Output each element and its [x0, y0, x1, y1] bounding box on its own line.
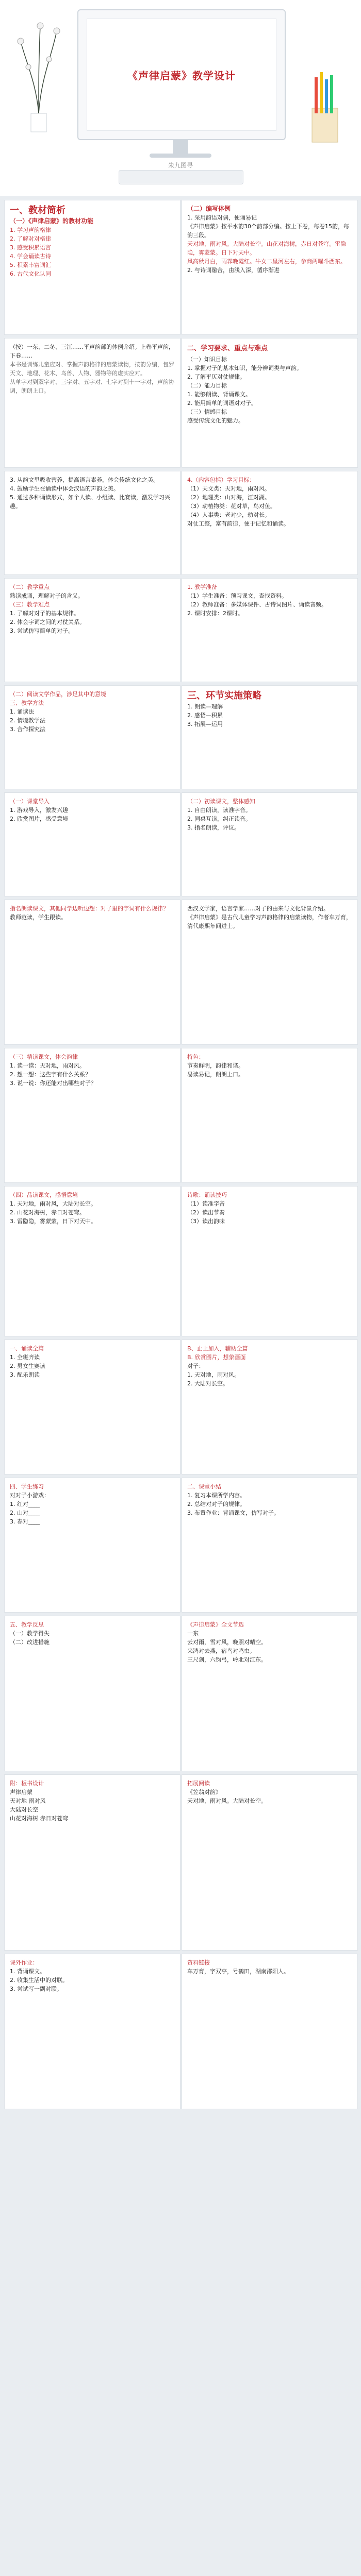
slide-8-line: （1）学生准备：预习课文，查找资料。 — [187, 592, 287, 599]
slide-12-line: （二）初读课文，整体感知 — [187, 798, 255, 805]
slide-2 — [182, 200, 358, 335]
slide-15-line: （三）精读课文，体会韵律 — [10, 1054, 78, 1060]
slide-28-line: 资料链接 — [187, 1959, 210, 1966]
slide-25-line: 附：板书设计 — [10, 1780, 44, 1787]
slide-27-line: 2. 收集生活中的对联。 — [10, 1977, 68, 1984]
slide-28 — [182, 1954, 358, 2109]
slide-4-line: 感受传统文化的魅力。 — [187, 417, 244, 424]
slide-7-line: （三）教学难点 — [10, 601, 50, 608]
slide-19-line: 2. 大陆对长空。 — [187, 1380, 228, 1387]
slide-18-line: 诗歌：诵读技巧 — [187, 1192, 227, 1198]
slide-25 — [4, 1774, 180, 1951]
slide-13 — [4, 900, 180, 1045]
slide-17-line: （四）品读课文，感悟意境 — [10, 1192, 78, 1198]
slide-12-line: 1. 自由朗读，读准字音。 — [187, 807, 251, 814]
slide-1-sub: （一）《声律启蒙》的教材功能 — [10, 217, 94, 225]
slide-4 — [182, 338, 358, 468]
slide-12 — [182, 792, 358, 896]
slide-7-line: 3. 尝试仿写简单的对子。 — [10, 628, 74, 634]
slide-11 — [4, 792, 180, 896]
slide-22 — [182, 1478, 358, 1613]
slide-23-line: （一）教学得失 — [10, 1630, 50, 1637]
slide-9-line: 三、教学方法 — [10, 700, 44, 706]
slide-26-line: 天对地，雨对风。大陆对长空。 — [187, 1798, 267, 1804]
slide-14 — [182, 900, 358, 1045]
slide-9-line: 3. 合作探究法 — [10, 726, 45, 733]
slide-19 — [182, 1340, 358, 1475]
slide-2-line: 《声律启蒙》按平水韵30个韵部分编。按上下卷，每卷15韵，每韵三段。 — [187, 223, 349, 239]
slide-21-line: 3. 春对____ — [10, 1518, 40, 1525]
slide-6 — [182, 471, 358, 575]
slide-6-line: 对仗工整，富有韵律，便于记忆和诵读。 — [187, 520, 289, 527]
slide-24-line: 《声律启蒙》全文节选 — [187, 1621, 244, 1628]
slide-3-line: 从单字对到双字对、三字对、五字对、七字对到十一字对，声韵协调，朗朗上口。 — [10, 379, 174, 394]
slide-4-line: 1. 掌握对子的基本知识，能分辨词类与声韵。 — [187, 365, 302, 371]
slide-5-line: 5. 通过多种诵读形式，如个人读、小组读、比赛读，激发学习兴趣。 — [10, 494, 170, 510]
slide-20-line: 1. 全班齐读 — [10, 1354, 40, 1361]
slide-21-line: 2. 山对____ — [10, 1510, 40, 1516]
slide-27-line: 1. 背诵课文。 — [10, 1968, 45, 1975]
monitor-base — [150, 154, 211, 158]
slide-15-line: 3. 说一说：你还能对出哪些对子？ — [10, 1080, 96, 1087]
slide-19-line: 对子： — [187, 1363, 204, 1369]
slide-25-line: 大陆对长空 — [10, 1806, 38, 1813]
slide-15 — [4, 1048, 180, 1183]
slide-14-line: 《声律启蒙》是古代儿童学习声韵格律的启蒙读物，作者车万育，清代康熙年间进士。 — [187, 914, 352, 929]
plant-icon — [15, 21, 62, 134]
slide-18-line: （3）读出韵味 — [187, 1218, 225, 1225]
slide-19-line: B. 欣赏图片，想象画面 — [187, 1354, 246, 1361]
slide-26-line: 《笠翁对韵》 — [187, 1789, 221, 1795]
slide-2-line: 天对地，雨对风。大陆对长空。山花对海树，赤日对苍穹。雷隐隐，雾蒙蒙。日下对天中。 — [187, 241, 346, 256]
slide-5-line: 3. 从韵文里吸收营养，提高语言素养，体会传统文化之美。 — [10, 477, 159, 483]
slide-1-line: 5. 积累丰富词汇 — [10, 262, 51, 268]
slide-24-line: 三尺剑，六钧弓，岭北对江东。 — [187, 1656, 267, 1663]
slide-10 — [182, 685, 358, 789]
slide-10-line: 2. 感悟—积累 — [187, 712, 223, 719]
slide-6-line: （4）人事类：老对少，幼对长。 — [187, 512, 270, 518]
slide-2-line: 2. 与诗词融合，由浅入深，循序渐进 — [187, 267, 280, 274]
slide-1-line: 4. 学会诵读古诗 — [10, 253, 51, 260]
slide-2-line: 风高秋月白，雨霁晚霞红。牛女二星河左右，参商两曜斗西东。 — [187, 258, 346, 265]
slide-17-line: 3. 雷隐隐，雾蒙蒙，日下对天中。 — [10, 1218, 96, 1225]
slide-12-line: 2. 同桌互读，纠正读音。 — [187, 816, 251, 822]
slide-17-line: 2. 山花对海树，赤日对苍穹。 — [10, 1209, 85, 1216]
slide-9-line: 2. 情境教学法 — [10, 717, 45, 724]
slide-24 — [182, 1616, 358, 1771]
slide-10-line: 3. 拓展—运用 — [187, 721, 223, 727]
slide-12-line: 3. 指名朗读，评议。 — [187, 824, 240, 831]
slide-19-line: B、止上加入，辅助全篇 — [187, 1345, 248, 1352]
slide-10-heading: 三、环节实施策略 — [187, 690, 261, 701]
slide-20-line: 2. 男女生赛读 — [10, 1363, 45, 1369]
slide-6-line: 4.（内容包括）学习目标： — [187, 477, 255, 483]
slide-16-line: 节奏鲜明，韵律和谐。 — [187, 1062, 244, 1069]
slide-11-line: 1. 游戏导入，激发兴趣 — [10, 807, 68, 814]
slide-8 — [182, 578, 358, 682]
slide-22-line: 2. 总结对对子的规律。 — [187, 1501, 245, 1507]
slide-9-line: （二）阅读文学作品，涉足其中的意境 — [10, 691, 106, 698]
slide-1-line: 6. 古代文化认同 — [10, 270, 51, 277]
slide-8-line: 1. 教学准备 — [187, 584, 217, 590]
slide-6-line: （3）动植物类：花对草，鸟对鱼。 — [187, 503, 276, 510]
slide-15-line: 1. 读一读：天对地，雨对风。 — [10, 1062, 85, 1069]
slide-18 — [182, 1186, 358, 1336]
slide-27 — [4, 1954, 180, 2109]
slide-17-line: 1. 天对地，雨对风，大陆对长空。 — [10, 1200, 96, 1207]
cover-slide — [0, 0, 361, 196]
slide-18-line: （1）读准字音 — [187, 1200, 225, 1207]
slide-16 — [182, 1048, 358, 1183]
slide-1-line: 3. 感受积累语言 — [10, 244, 51, 251]
slide-26-line: 拓展阅读 — [187, 1780, 210, 1787]
slide-20-line: 一、诵读全篇 — [10, 1345, 44, 1352]
slide-7 — [4, 578, 180, 682]
monitor-screen — [87, 19, 276, 131]
slide-16-line: 特色： — [187, 1054, 204, 1060]
slide-4-line: 1. 能够朗读、背诵课文。 — [187, 391, 251, 398]
slide-27-line: 3. 尝试写一副对联。 — [10, 1986, 62, 1992]
slide-19-line: 1. 天对地，雨对风。 — [187, 1371, 240, 1378]
slide-5-line: 4. 鼓励学生在诵读中体会汉语的声韵之美。 — [10, 485, 119, 492]
keyboard-icon — [119, 170, 243, 184]
slide-24-line: 云对雨，雪对风，晚照对晴空。 — [187, 1639, 267, 1646]
slide-5 — [4, 471, 180, 575]
slide-2-line: 1. 采用韵语对偶，便诵易记 — [187, 214, 257, 221]
slide-21-line: 对对子小游戏： — [10, 1492, 50, 1499]
slide-28-line: 车万育，字双亭，号鹤田，湖南邵阳人。 — [187, 1968, 289, 1975]
slide-4-line: （一）知识目标 — [187, 356, 227, 363]
slide-3-line: （按）一东、二冬、三江……平声韵部的体例介绍。上卷平声韵，下卷…… — [10, 344, 174, 359]
slide-24-line: 一东 — [187, 1630, 199, 1637]
slide-21-line: 1. 红对____ — [10, 1501, 40, 1507]
slide-22-line: 1. 复习本课所学内容。 — [187, 1492, 245, 1499]
slide-7-line: 1. 了解对对子的基本规律。 — [10, 610, 79, 617]
slide-21-line: 四、学生练习 — [10, 1483, 44, 1490]
slide-4-line: 2. 了解平仄对仗规律。 — [187, 374, 245, 380]
slide-3-line: 本书是训练儿童应对、掌握声韵格律的启蒙读物，按韵分编，包罗天文、地理、花木、鸟兽、人物、器物等的虚实应对。 — [10, 361, 174, 377]
slide-11-line: 2. 欣赏图片，感受意境 — [10, 816, 68, 822]
slide-2-sub: （二）编写体例 — [187, 205, 231, 212]
monitor-stand — [173, 139, 188, 155]
slide-10-line: 1. 朗读—理解 — [187, 703, 223, 710]
slide-23-line: 五、教学反思 — [10, 1621, 44, 1628]
slide-11-line: （一）课堂导入 — [10, 798, 50, 805]
slide-3 — [4, 338, 180, 468]
slide-1-heading: 一、教材简析 — [10, 205, 65, 216]
slide-4-heading: 二、学习要求、重点与难点 — [187, 345, 268, 352]
slide-25-line: 山花对海树 赤日对苍穹 — [10, 1815, 69, 1822]
slide-20-line: 3. 配乐朗读 — [10, 1371, 40, 1378]
slide-4-line: 2. 能用简单的词语对对子。 — [187, 400, 257, 406]
slide-6-line: （1）天文类：天对地，雨对风。 — [187, 485, 270, 492]
slide-7-line: （二）教学重点 — [10, 584, 50, 590]
slide-8-line: （2）教师准备：多媒体课件、古诗词图片、诵读音频。 — [187, 601, 327, 608]
slide-25-line: 天对地 雨对风 — [10, 1798, 46, 1804]
slide-9-line: 1. 诵读法 — [10, 708, 34, 715]
slide-1 — [4, 200, 180, 335]
slide-27-line: 课外作业： — [10, 1959, 38, 1966]
slide-14-line: 西汉文学家，语言学家……对子的由来与文化背景介绍。 — [187, 905, 329, 912]
slide-22-line: 3. 布置作业：背诵课文，仿写对子。 — [187, 1510, 280, 1516]
slide-20 — [4, 1340, 180, 1475]
slide-9 — [4, 685, 180, 789]
monitor-icon — [77, 9, 286, 140]
slide-26 — [182, 1774, 358, 1951]
slide-21 — [4, 1478, 180, 1613]
slide-24-line: 来鸿对去燕，宿鸟对鸣虫。 — [187, 1648, 255, 1654]
slide-13-line: 指名朗读课文，其他同学边听边想：对子里的字词有什么规律？ — [10, 905, 169, 912]
slide-4-line: （二）能力目标 — [187, 382, 227, 389]
slide-8-line: 2. 课时安排：2课时。 — [187, 610, 243, 617]
slide-7-line: 熟读成诵，理解对子的含义。 — [10, 592, 84, 599]
slide-23-line: （二）改进措施 — [10, 1639, 50, 1646]
slide-25-line: 声律启蒙 — [10, 1789, 32, 1795]
cover-title: 《声律启蒙》教学设计 — [127, 69, 236, 82]
pencil-cup-icon — [304, 72, 346, 144]
slide-23 — [4, 1616, 180, 1771]
slide-18-line: （2）读出节奏 — [187, 1209, 225, 1216]
slide-15-line: 2. 想一想：这些字有什么关系？ — [10, 1071, 91, 1078]
slide-1-line: 1. 学习声韵格律 — [10, 227, 51, 233]
cover-author: 朱九图寻 — [168, 162, 193, 169]
slide-22-line: 二、课堂小结 — [187, 1483, 221, 1490]
slide-13-line: 教师范读，学生跟读。 — [10, 914, 67, 921]
slide-16-line: 易读易记，朗朗上口。 — [187, 1071, 244, 1078]
slide-6-line: （2）地理类：山对海，江对湖。 — [187, 494, 270, 501]
slide-17 — [4, 1186, 180, 1336]
slide-1-line: 2. 了解对对格律 — [10, 235, 51, 242]
slide-4-line: （三）情感目标 — [187, 409, 227, 415]
slide-7-line: 2. 体会字词之间的对仗关系。 — [10, 619, 85, 625]
